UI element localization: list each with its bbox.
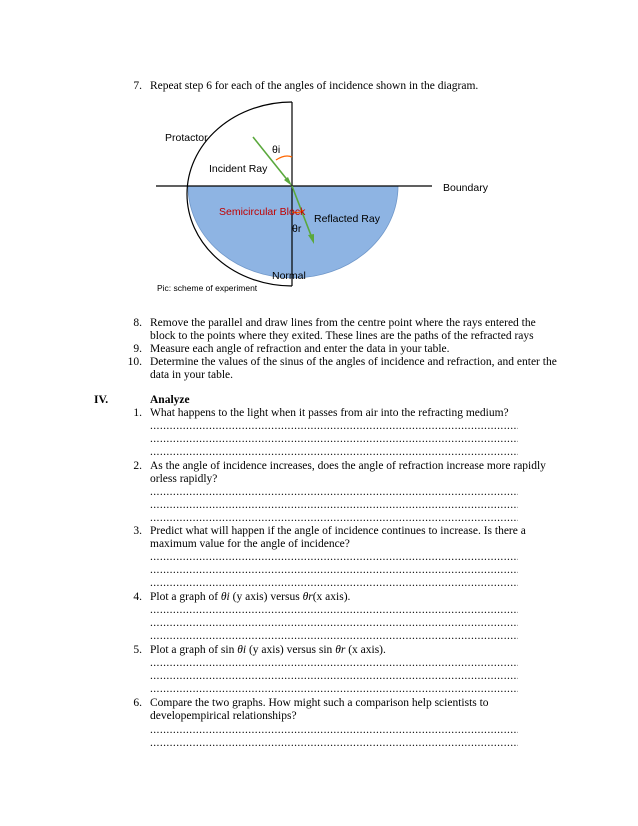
incident-ray-label: Incident Ray: [209, 163, 268, 175]
theta-i-symbol: θi: [237, 644, 247, 656]
question-5-mid: (y axis) versus sin: [246, 644, 336, 656]
question-5-pre: Plot a graph of sin: [150, 644, 238, 656]
answer-line[interactable]: [150, 564, 518, 577]
answer-line[interactable]: [150, 499, 518, 512]
step-8-line-1: Remove the parallel and draw lines from the centre point where the rays entered the: [150, 317, 536, 329]
boundary-label: Boundary: [443, 182, 488, 194]
question-5-text: [150, 644, 386, 657]
answer-line[interactable]: [150, 433, 518, 446]
normal-label: Normal: [272, 270, 306, 282]
angle-i-arc: [276, 156, 292, 160]
theta-r-symbol: θr: [335, 644, 346, 656]
step-7-text: Repeat step 6 for each of the angles of incidence shown in the diagram.: [150, 80, 479, 92]
answer-line[interactable]: [150, 512, 518, 525]
step-10-line-1: Determine the values of the sinus of the angles of incidence and refraction, and enter the: [150, 356, 557, 368]
answer-line[interactable]: [150, 420, 518, 433]
question-4-post: (x axis).: [312, 591, 351, 603]
question-6-number: 6.: [133, 697, 142, 709]
question-2-line-1: As the angle of incidence increases, does the angle of refraction increase more rapidly: [150, 460, 546, 472]
answer-line[interactable]: [150, 657, 518, 670]
question-4-pre: Plot a graph of: [150, 591, 221, 603]
answer-line[interactable]: [150, 551, 518, 564]
question-3-line-2: maximum value for the angle of incidence?: [150, 538, 350, 550]
question-2-line-2: orless rapidly?: [150, 473, 218, 485]
step-9-number: 9.: [133, 343, 142, 355]
question-6-line-1: Compare the two graphs. How might such a comparison help scientists to: [150, 697, 489, 709]
question-3-number: 3.: [133, 525, 142, 537]
step-10-line-2: data in your table.: [150, 369, 234, 381]
answer-line[interactable]: [150, 670, 518, 683]
theta-i-symbol: θi: [220, 591, 230, 603]
question-4-mid: (y axis) versus: [229, 591, 303, 603]
question-1-text: What happens to the light when it passes from air into the refracting medium?: [150, 407, 509, 419]
refracted-ray-label: Reflacted Ray: [314, 213, 380, 225]
theta-r-symbol: θr: [302, 591, 313, 603]
question-6-line-2: developempirical relationships?: [150, 710, 297, 722]
answer-line[interactable]: [150, 604, 518, 617]
answer-line[interactable]: [150, 737, 518, 750]
incident-ray-line: [253, 137, 289, 182]
answer-line[interactable]: [150, 577, 518, 590]
section-title: Analyze: [150, 394, 190, 406]
question-5-post: (x axis).: [345, 644, 386, 656]
question-3-line-1: Predict what will happen if the angle of incidence continues to increase. Is there a: [150, 525, 526, 537]
answer-line[interactable]: [150, 630, 518, 643]
question-1-number: 1.: [133, 407, 142, 419]
step-8-number: 8.: [133, 317, 142, 329]
step-8-line-2: block to the points where they exited. These lines are the paths of the refracted rays: [150, 330, 534, 342]
answer-line[interactable]: [150, 724, 518, 737]
question-4-text: [150, 591, 350, 604]
answer-line[interactable]: [150, 446, 518, 459]
question-4-number: 4.: [133, 591, 142, 603]
question-2-number: 2.: [133, 460, 142, 472]
step-9-line-1: Measure each angle of refraction and enter the data in your table.: [150, 343, 450, 355]
protractor-label: Protactor: [165, 132, 208, 144]
answer-line[interactable]: [150, 683, 518, 696]
answer-line[interactable]: [150, 486, 518, 499]
semicircular-block-label: Semicircular Block: [219, 206, 306, 218]
diagram-caption: Pic: scheme of experiment: [157, 283, 258, 293]
step-10-number: 10.: [127, 356, 142, 368]
theta-r-label: θr: [292, 223, 302, 235]
step-7-number: 7.: [133, 80, 142, 92]
question-5-number: 5.: [133, 644, 142, 656]
section-roman: IV.: [94, 394, 109, 406]
experiment-diagram: [0, 0, 638, 300]
theta-i-label: θi: [272, 144, 281, 156]
answer-line[interactable]: [150, 617, 518, 630]
